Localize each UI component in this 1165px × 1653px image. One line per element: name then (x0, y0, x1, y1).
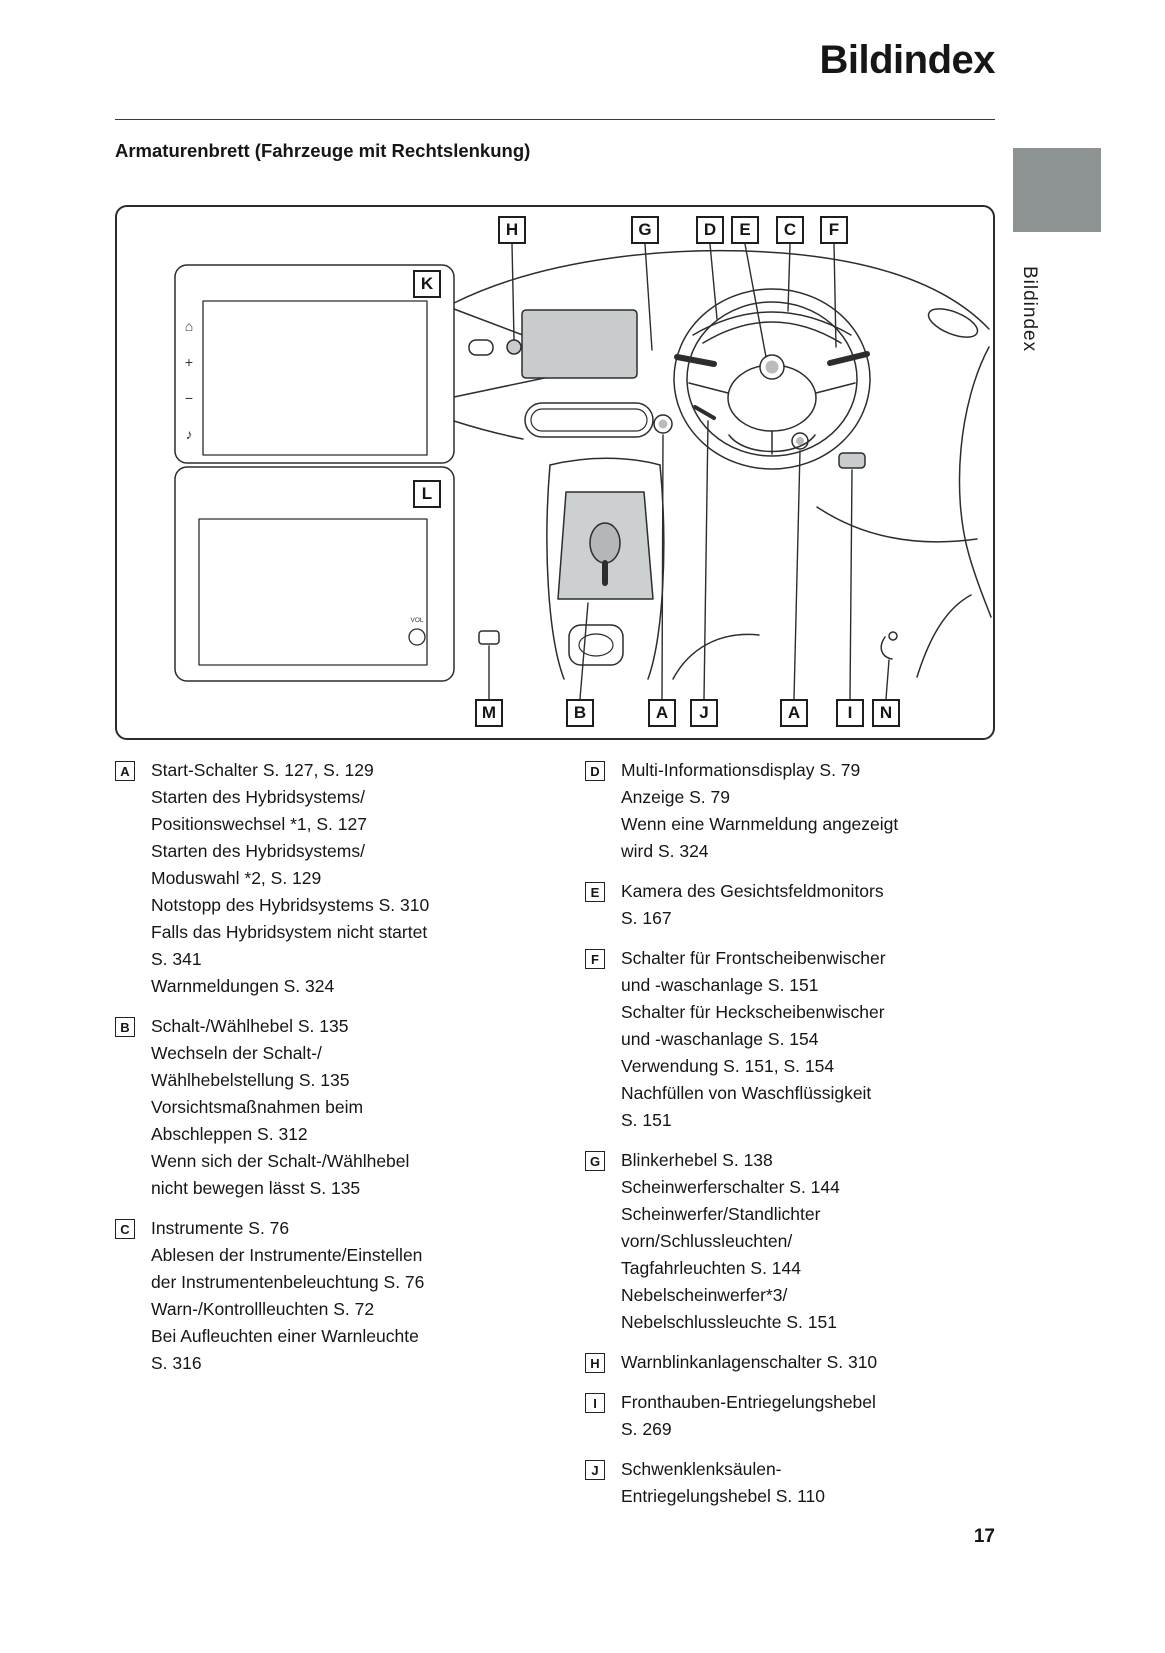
chapter-tab-label: Bildindex (1019, 266, 1040, 353)
index-entry-g (585, 1147, 995, 1336)
dashboard-line-art (117, 207, 993, 738)
entry-letter-box: F (585, 949, 605, 969)
entry-letter-box: B (115, 1017, 135, 1037)
index-entry-j (585, 1456, 995, 1510)
index-entry-c (115, 1215, 585, 1377)
index-entry-d (585, 757, 995, 865)
callout-label-l: L (413, 480, 441, 508)
callout-label-h: H (498, 216, 526, 244)
chapter-tab-marker (1013, 148, 1101, 232)
entry-text: Blinkerhebel S. 138 Scheinwerferschalter S. 144 Scheinwerfer/Standlichter vorn/Schlussleuchten/ Tagfahrleuchten S. 144 Nebelscheinwerfer*3/ Nebelschlussleuchte S. 151 (621, 1150, 840, 1332)
entry-text: Schwenklenksäulen- Entriegelungshebel S. 110 (621, 1459, 825, 1506)
entry-letter-box: A (115, 761, 135, 781)
plus-icon: + (184, 354, 194, 370)
entry-text: Schalter für Frontscheibenwischer und -waschanlage S. 151 Schalter für Heckscheibenwischer und -waschanlage S. 154 Verwendung S. 151, S. 154 Nachfüllen von Waschflüssigkeit S. 151 (621, 948, 886, 1130)
callout-label-k: K (413, 270, 441, 298)
entry-letter-box: G (585, 1151, 605, 1171)
page-number: 17 (973, 1526, 995, 1547)
figure-frame (115, 205, 995, 740)
entry-letter-box: D (585, 761, 605, 781)
callout-label-m: M (475, 699, 503, 727)
entry-text: Instrumente S. 76 Ablesen der Instrumente/Einstellen der Instrumentenbeleuchtung S. 76 Warn-/Kontrollleuchten S. 72 Bei Aufleuchten einer Warnleuchte S. 316 (151, 1218, 425, 1373)
callout-label-e: E (731, 216, 759, 244)
entry-letter-box: H (585, 1353, 605, 1373)
callout-label-b: B (566, 699, 594, 727)
index-entry-f (585, 945, 995, 1134)
entry-letter-box: J (585, 1460, 605, 1480)
screen-bezel-icons (185, 318, 424, 624)
index-column-left (115, 757, 585, 1523)
index-entry-a (115, 757, 585, 1000)
entry-text: Multi-Informationsdisplay S. 79 Anzeige S. 79 Wenn eine Warnmeldung angezeigt wird S. 324 (621, 760, 899, 861)
entry-letter-box: I (585, 1393, 605, 1413)
entry-text: Warnblinkanlagenschalter S. 310 (621, 1352, 878, 1372)
home-icon: ⌂ (184, 318, 194, 334)
callout-label-n: N (872, 699, 900, 727)
index-entry-h (585, 1349, 995, 1376)
callout-label-a1: A (648, 699, 676, 727)
minus-icon: − (184, 390, 194, 406)
volume-knob-label: VOL (410, 617, 424, 624)
entry-text: Schalt-/Wählhebel S. 135 Wechseln der Schalt-/ Wählhebelstellung S. 135 Vorsichtsmaßnahmen beim Abschleppen S. 312 Wenn sich der Schalt-/Wählhebel nicht bewegen lässt S. 135 (151, 1016, 410, 1198)
section-heading: Armaturenbrett (Fahrzeuge mit Rechtslenkung) (115, 140, 531, 161)
entry-text: Start-Schalter S. 127, S. 129 Starten des Hybridsystems/ Positionswechsel *1, S. 127 Starten des Hybridsystems/ Moduswahl *2, S. 129 Notstopp des Hybridsystems S. 310 Falls das Hybridsystem nicht startet S. 341 Warnmeldungen S. 324 (151, 760, 430, 996)
index-entry-b (115, 1013, 585, 1202)
callout-label-a2: A (780, 699, 808, 727)
divider-rule (115, 119, 995, 120)
entry-letter-box: C (115, 1219, 135, 1239)
entry-letter-box: E (585, 882, 605, 902)
entry-text: Fronthauben-Entriegelungshebel S. 269 (621, 1392, 876, 1439)
callout-label-c: C (776, 216, 804, 244)
page-title: Bildindex (819, 38, 995, 82)
callout-label-f: F (820, 216, 848, 244)
callout-label-j: J (690, 699, 718, 727)
callout-label-d: D (696, 216, 724, 244)
callout-label-g: G (631, 216, 659, 244)
entry-text: Kamera des Gesichtsfeldmonitors S. 167 (621, 881, 884, 928)
callout-label-i: I (836, 699, 864, 727)
index-columns (115, 757, 995, 1523)
index-entry-e (585, 878, 995, 932)
index-entry-i (585, 1389, 995, 1443)
audio-icon: ♪ (185, 426, 193, 442)
index-column-right (585, 757, 995, 1523)
